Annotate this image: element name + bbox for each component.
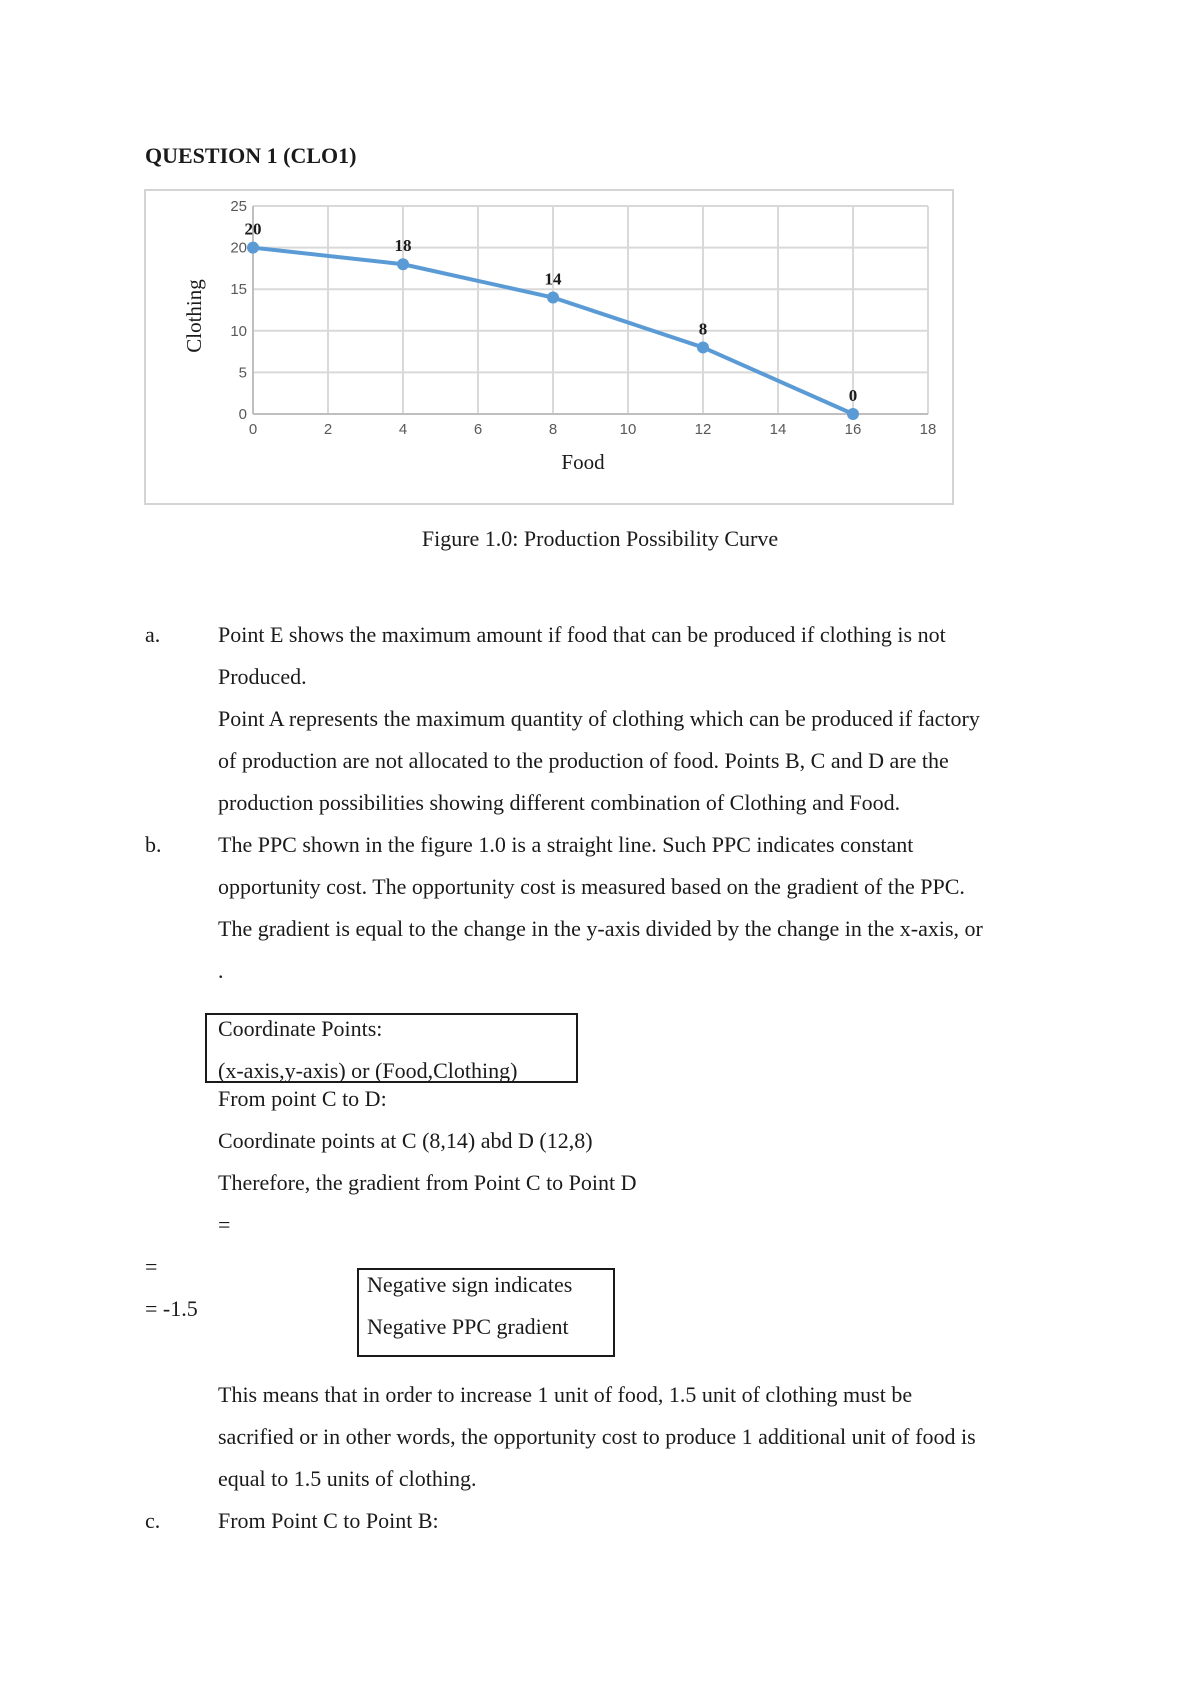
data-label: 0 [848, 386, 858, 405]
y-tick-label: 0 [238, 406, 247, 423]
y-tick-label: 5 [238, 364, 247, 382]
x-tick-label: 12 [694, 421, 712, 438]
x-tick-label: 2 [323, 421, 333, 438]
part-a-line: of production are not allocated to the production of food. Points B, C and D are the [218, 748, 949, 773]
coordinate-box-line: (x-axis,y-axis) or (Food,Clothing) [218, 1058, 518, 1083]
part-c-marker: c. [145, 1508, 161, 1533]
part-b-line: The gradient is equal to the change in the y-axis divided by the change in the x-axis, or [218, 916, 983, 941]
work-result: = -1.5 [145, 1296, 198, 1321]
question-heading: QUESTION 1 (CLO1) [145, 143, 357, 168]
meaning-line: equal to 1.5 units of clothing. [218, 1466, 477, 1491]
negative-box-line: Negative sign indicates [367, 1272, 573, 1297]
data-point [847, 408, 859, 420]
figure-caption: Figure 1.0: Production Possibility Curve [421, 526, 779, 551]
data-point [397, 258, 409, 270]
part-a-marker: a. [145, 622, 161, 647]
part-b-marker: b. [145, 832, 162, 857]
x-tick-label: 4 [398, 421, 408, 438]
y-tick-label: 10 [230, 322, 247, 340]
part-a-line: Point A represents the maximum quantity of clothing which can be produced if factory [218, 706, 980, 731]
work-equals-1: = [218, 1212, 231, 1237]
meaning-line: This means that in order to increase 1 unit of food, 1.5 unit of clothing must be [218, 1382, 913, 1407]
y-tick-label: 25 [230, 198, 247, 215]
part-a-line: Point E shows the maximum amount if food that can be produced if clothing is not [218, 622, 946, 647]
ppc-chart [146, 191, 952, 503]
data-label: 8 [698, 319, 708, 339]
data-label: 18 [394, 236, 412, 256]
meaning-line: sacrified or in other words, the opportunity cost to produce 1 additional unit of food is [218, 1424, 976, 1449]
part-b-line: opportunity cost. The opportunity cost is measured based on the gradient of the PPC. [218, 874, 965, 899]
x-tick-label: 8 [548, 421, 558, 438]
part-a-line: production possibilities showing different combination of Clothing and Food. [218, 790, 901, 815]
part-a-line: Produced. [218, 664, 307, 689]
x-tick-label: 6 [473, 421, 483, 438]
x-tick-label: 18 [919, 421, 937, 438]
x-axis-title: Food [561, 450, 605, 474]
data-point [247, 242, 259, 254]
work-coords: Coordinate points at C (8,14) abd D (12,8) [218, 1128, 593, 1153]
data-label: 20 [244, 219, 262, 239]
x-tick-label: 14 [769, 421, 787, 438]
work-therefore: Therefore, the gradient from Point C to Point D [218, 1170, 637, 1195]
part-c-text: From Point C to Point B: [218, 1508, 439, 1533]
part-b-line: The PPC shown in the figure 1.0 is a straight line. Such PPC indicates constant [218, 832, 914, 857]
negative-box-line: Negative PPC gradient [367, 1314, 569, 1339]
data-point [547, 292, 559, 304]
part-b-line: . [218, 958, 224, 983]
work-equals-2: = [145, 1254, 158, 1279]
data-point [697, 341, 709, 353]
ppc-chart-frame [144, 189, 954, 505]
x-tick-label: 16 [844, 421, 862, 438]
y-tick-label: 20 [230, 239, 247, 257]
work-from: From point C to D: [218, 1086, 387, 1111]
coordinate-box-line: Coordinate Points: [218, 1016, 383, 1041]
x-tick-label: 0 [248, 421, 258, 438]
data-label: 14 [544, 269, 562, 289]
x-tick-label: 10 [619, 421, 637, 438]
y-tick-label: 15 [230, 281, 247, 299]
y-axis-title: Clothing [182, 279, 206, 353]
